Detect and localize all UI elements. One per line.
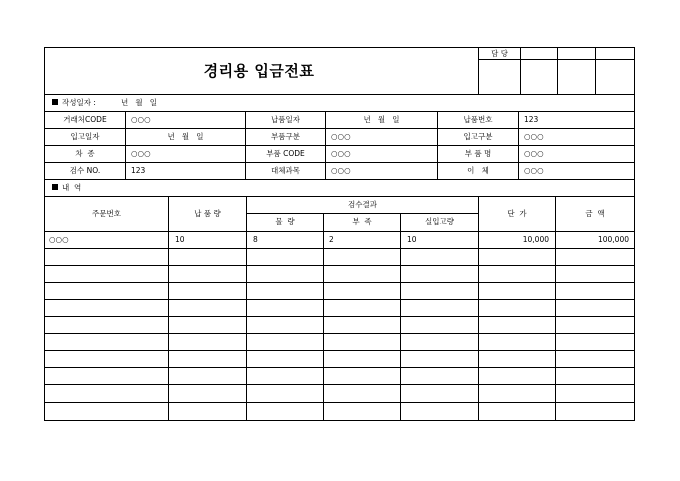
frame-top — [44, 47, 635, 48]
col-amount: 금 액 — [585, 209, 605, 218]
cell-actual-qty[interactable]: 10 — [407, 235, 417, 244]
value-part-name[interactable]: ○○○ — [524, 149, 544, 158]
frame-left — [44, 47, 45, 421]
value-client-code[interactable]: ○○○ — [131, 115, 151, 124]
col-shortage: 부 족 — [352, 217, 372, 226]
cell-delivery-qty[interactable]: 10 — [175, 235, 185, 244]
value-receipt-date[interactable]: 년 월 일 — [167, 132, 204, 141]
frame-right — [634, 47, 635, 421]
value-part-type[interactable]: ○○○ — [331, 132, 351, 141]
cell-good-qty[interactable]: 8 — [253, 235, 258, 244]
date-label: 작성일자 : — [62, 98, 96, 107]
cell-order-no[interactable]: ○○○ — [49, 235, 69, 244]
label-transfer-account: 대체과목 — [271, 166, 300, 175]
label-transfer: 이 체 — [467, 166, 489, 175]
cell-amount[interactable]: 100,000 — [597, 235, 629, 244]
bullet-square-icon — [52, 184, 58, 190]
col-unit-price: 단 가 — [507, 209, 527, 218]
details-label: 내 역 — [62, 183, 82, 192]
value-part-code[interactable]: ○○○ — [331, 149, 351, 158]
label-receipt-type: 입고구분 — [463, 132, 493, 141]
date-value[interactable]: 년 월 일 — [121, 98, 158, 107]
value-inspection-no[interactable]: 123 — [131, 166, 146, 175]
cell-shortage[interactable]: 2 — [329, 235, 334, 244]
page-title: 경리용 입금전표 — [203, 62, 315, 80]
label-inspection-no: 검수 NO. — [69, 166, 101, 175]
label-part-name: 부 품 명 — [464, 149, 492, 158]
label-receipt-date: 입고일자 — [70, 132, 100, 141]
value-delivery-no[interactable]: 123 — [524, 115, 539, 124]
value-delivery-date[interactable]: 년 월 일 — [363, 115, 400, 124]
value-transfer[interactable]: ○○○ — [524, 166, 544, 175]
col-inspection-result: 검수결과 — [348, 200, 377, 209]
col-delivery-qty: 납 품 량 — [194, 209, 221, 218]
bullet-square-icon — [52, 99, 58, 105]
label-part-code: 부품 CODE — [266, 149, 305, 158]
date-row — [52, 98, 96, 108]
cell-unit-price[interactable]: 10,000 — [522, 235, 549, 244]
details-heading — [52, 183, 81, 193]
label-part-type: 부품구분 — [271, 132, 300, 141]
col-order-no: 주문번호 — [92, 209, 121, 218]
label-vehicle-type: 차 종 — [75, 149, 95, 158]
col-good-qty: 물 량 — [275, 217, 295, 226]
label-delivery-no: 납품번호 — [463, 115, 493, 124]
approval-label: 담 당 — [491, 49, 508, 58]
value-vehicle-type[interactable]: ○○○ — [131, 149, 151, 158]
value-receipt-type[interactable]: ○○○ — [524, 132, 544, 141]
col-actual-qty: 실입고량 — [425, 217, 454, 226]
value-transfer-account[interactable]: ○○○ — [331, 166, 351, 175]
label-client-code: 거래처CODE — [63, 115, 107, 124]
frame-bottom — [44, 420, 635, 421]
label-delivery-date: 납품일자 — [271, 115, 300, 124]
